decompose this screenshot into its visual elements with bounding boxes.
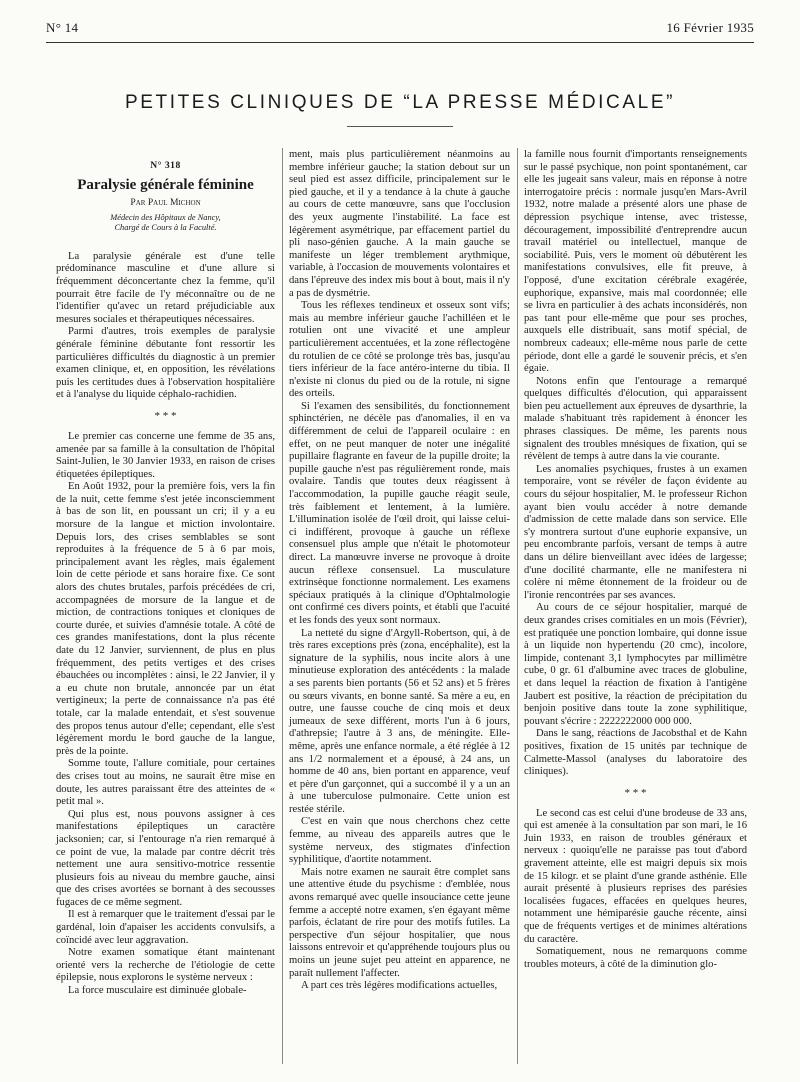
- paragraph: Au cours de ce séjour hospitalier, marqué de deux grandes crises comitiales en un mois (Février), est pratiquée une ponction lombaire, qui donne issue à un liquide non hypertendu (20 cmc), incolore, limpide, contenant 3,1 lymphocytes par millimètre cube, 0 gr. 61 d'albumine avec traces de globuline, et dans lequel la réaction de fixation à l'antigène Jaubert est positive, la réaction de précipitation du benjoin positive dans toute la zone syphilitique, pouvant s'écrire : 2222222000 000 000.: [524, 602, 748, 727]
- paragraph: Si l'examen des sensibilités, du fonctionnement sphinctérien, ne décèle pas d'anomalies, il en va différemment de celui de l'appareil oculaire : en effet, on ne peut manquer de noter une inégalité pupillaire flagrante en faveur de la pupille droite; la pupille gauche n'est pas régulièrement ronde, mais ovalaire. Tandis que toutes deux réagissent à l'accommodation, la pupille gauche réagit seule, très faiblement et lentement, à la lumière. L'illumination isolée de l'œil droit, qui laisse celui-ci indifférent, provoque à gauche un réflexe consensuel plus ample que n'était le photomoteur direct. La manœuvre inverse ne provoque à droite aucun réflexe consensuel. La musculature extrinsèque fonctionne normalement. Les examens spéciaux pratiqués à la clinique d'Ophtalmologie ont confirmé ces divers points, et établi que l'acuité et les fonds des yeux sont normaux.: [289, 400, 510, 626]
- paragraph: Somatiquement, nous ne remarquons comme troubles moteurs, à côté de la diminution glo-: [524, 946, 747, 970]
- affiliation-line-1: Médecin des Hôpitaux de Nancy,: [110, 212, 221, 222]
- paragraph: A part ces très légères modifications actuelles,: [301, 980, 498, 992]
- paragraph: Le second cas est celui d'une brodeuse de 33 ans, qui est amenée à la consultation par son mari, le 16 Juin 1933, en raison de troubles généraux et nerveux : quoiqu'elle ne paraisse pas tout d'abord gravement atteinte, elle est maigri depuis six mois de 15 kilogr. et se plaint d'une grande asthénie. Elle aurait présenté à plusieurs reprises des parésies localisées fugaces, effacées en quelques heures, notamment une hémiparésie gauche récente, ainsi que de fréquents vertiges et de minimes altérations du caractère.: [524, 807, 747, 945]
- issue-date: 16 Février 1935: [666, 20, 754, 35]
- paragraph: Mais notre examen ne saurait être complet sans une attentive étude du psychisme : d'emblée, nous avons remarqué avec quelle insouciance cette jeune femme a accepté notre examen, s'en égayant même parfois, éclatant de rire pour des motifs futiles. La perspective d'un séjour hospitalier, que nous laissons entrevoir et qu'appréhende toujours plus ou moins un jeune sujet peu atteint en apparence, ne paraît nullement l'affecter.: [289, 866, 510, 979]
- paragraph: En Août 1932, pour la première fois, vers la fin de la nuit, cette femme s'est jetée inconsciemment à bas de son lit, en poussant un cri; il y a eu morsure de la langue et miction involontaire. Depuis lors, des crises semblables se sont reproduites à la fréquence de 5 à 6 par mois, principalement avant les règles, mais également loin de cette période et sans horaire fixe. Ce sont alors des chutes brutales, parfois précédées de cri, accompagnées de morsure de la langue et de miction, de contractions toniques et cloniques de courte durée, et suivies d'amnésie totale. A côté de ces grandes manifestations, dont la plus récente date du 12 Janvier, surviennent, de plus en plus fréquemment, des petits vertiges et des crises ébauchées ou incomplètes : ainsi, le 22 Janvier, il y a eu chute non brutale, annoncée par un état vertigineux; la perte de connaissance n'a pas été totale, car la malade entendait, et s'est souvenue des propos tenus autour d'elle; cependant, elle s'est légèrement mordu le bord gauche de la langue, près de la pointe.: [56, 481, 275, 757]
- paragraph: Notons enfin que l'entourage a remarqué quelques difficultés d'élocution, qui apparaissent bien peu actuellement aux épreuves de dysarthrie, la malade s'habituant très rapidement à énoncer les phrases classiques. De même, les parents nous signalent des troubles mnésiques de fixation, qui se révèlent de temps à autre dans la vie courante.: [524, 375, 747, 463]
- section-title: PETITES CLINIQUES DE “LA PRESSE MÉDICALE”: [124, 92, 676, 113]
- affiliation-line-2: Chargé de Cours à la Faculté.: [114, 222, 217, 232]
- title-rule: [347, 126, 453, 127]
- article-affiliation: [56, 213, 275, 233]
- header-rule: [46, 42, 754, 43]
- paragraph: Tous les réflexes tendineux et osseux sont vifs; mais au membre inférieur gauche l'achilléen et le rotulien ont une vivacité et une ampleur particulièrement accentuées, et la zone réflectogène du rotulien de ce côté se prolonge très bas, jusqu'au tiers inférieur de la face antéro-interne du tibia. Il n'existe ni clonus du pied ou de la rotule, ni signe des orteils.: [289, 300, 510, 400]
- column-1: [56, 160, 275, 998]
- section-separator: * * *: [154, 409, 177, 422]
- paragraph: ment, mais plus particulièrement néanmoins au membre inférieur gauche; la station debout sur un seul pied est assez difficile, principalement sur le pied gauche, et il y a tendance à la chute à gauche au cours de cette manœuvre, sans que l'occlusion des yeux augmente l'instabilité. La face est légèrement asymétrique, par effacement partiel du pli naso-génien gauche. A la main gauche se manifeste un léger tremblement arythmique, variable, à l'occasion de mouvements volontaires et dans l'épreuve des index mis bout à bout, mais il n'y a pas de dysmétrie.: [289, 149, 510, 299]
- paragraph: Somme toute, l'allure comitiale, pour certaines des crises tout au moins, ne saurait être mise en doute, les autres paraissant être des atteintes de « petit mal ».: [56, 758, 275, 808]
- article-title: Paralysie générale féminine: [77, 176, 254, 193]
- column-rule: [282, 148, 283, 1064]
- column-rule: [517, 148, 518, 1064]
- page-header: [46, 20, 754, 36]
- column-3: [524, 149, 747, 971]
- article-number: N° 318: [150, 160, 181, 171]
- paragraph: Les anomalies psychiques, frustes à un examen temporaire, vont se révéler de façon évidente au cours du séjour hospitalier, M. le professeur Richon ayant bien voulu accéder à notre demande d'admission de cette malade dans son service. Elle s'y montrera surtout d'une euphorie expansive, un peu encombrante parfois, versant de temps à autre dans un délire bienveillant avec idées de largesse; d'une docilité charmante, elle ne manifestera ni colère ni même étonnement de la froideur ou de l'ironie rencontrées par ses avances.: [524, 463, 747, 601]
- paragraph: Notre examen somatique étant maintenant orienté vers la recherche de l'étiologie de cette épilepsie, nous explorons le système nerveux :: [56, 947, 275, 984]
- article-author: Par Paul Michon: [130, 197, 201, 209]
- section-separator: * * *: [624, 786, 647, 799]
- paragraph: Dans le sang, réactions de Jacobsthal et de Kahn positives, fixation de 15 unités par technique de Calmette-Massol (analyses du laboratoire des cliniques).: [524, 728, 747, 778]
- paragraph: la famille nous fournit d'importants renseignements sur le passé psychique, non point spontanément, car elle les jugeait sans valeur, mais en réponse à notre interrogatoire précis : normale jusqu'en Mars-Avril 1932, notre malade a présenté alors une phase de dépression psychique intense, avec tristesse, découragement, impossibilité d'entreprendre aucun travail matériel ou intellectuel, manque de sociabilité. Puis, vers le moment où débutèrent les manifestations convulsives, elle fit preuve, à l'opposé, d'une excitation cérébrale exagérée, euphorique, expansive, mais mal coordonnée; elle se livra en particulier à des achats inconsidérés, non pas tant pour elle-même que pour ses proches, auxquels elle distribuait, sans motif spécial, de nombreux cadeaux; elle-même nous parle de cette période, dont elle a gardé le souvenir précis, et s'en égaie.: [524, 149, 747, 375]
- column-2: [289, 149, 510, 993]
- paragraph: Le premier cas concerne une femme de 35 ans, amenée par sa famille à la consultation de l'hôpital Saint-Julien, le 30 Janvier 1933, en raison de crises étiquetées épileptiques.: [56, 430, 275, 480]
- paragraph: C'est en vain que nous cherchons chez cette femme, au niveau des appareils autres que le système nerveux, des stigmates d'infection syphilitique, d'aortite notamment.: [289, 816, 510, 866]
- paragraph: Qui plus est, nous pouvons assigner à ces manifestations épileptiques un caractère jacksonien; car, si l'entourage n'a rien remarqué à ce point de vue, la malade par contre décrit très nettement une aura sensitivo-motrice ressentie plusieurs fois au niveau du membre gauche, ainsi que des crises avortées se bornant à des secousses fugaces de ce même segment.: [56, 808, 275, 908]
- paragraph: Il est à remarquer que le traitement d'essai par le gardénal, loin d'apaiser les accidents convulsifs, a coïncidé avec leur aggravation.: [56, 909, 275, 946]
- issue-number: N° 14: [46, 20, 79, 35]
- paragraph: Parmi d'autres, trois exemples de paralysie générale féminine débutante font ressortir les particulières difficultés du diagnostic à un premier examen clinique, et, en opposition, les révélations puis les certitudes dues à l'observation hospitalière et à l'analyse du liquide céphalo-rachidien.: [56, 326, 275, 401]
- paragraph: La paralysie générale est d'une telle prédominance masculine et d'une allure si fréquemment déconcertante chez la femme, qu'il pourrait être facile de l'y méconnaître ou de ne l'identifier qu'avec un retard préjudiciable aux mesures sociales et thérapeutiques nécessaires.: [56, 250, 275, 325]
- paragraph: La netteté du signe d'Argyll-Robertson, qui, à de très rares exceptions près (zona, encéphalite), est la signature de la syphilis, nous incite alors à une minutieuse exploration des antécédents : la malade a ses parents bien portants (56 et 52 ans) et 5 frères ou sœurs vivants, en bonne santé. Sa mère a eu, en outre, une fausse couche de cinq mois et deux jumeaux de sexe différent, morts l'un à 6 jours, d'athrepsie; l'autre à 3 ans, de méningite. Elle-même, après une enfance normale, a été réglée à 12 ans 1/2 normalement et a épousé, à 24 ans, un homme de 40 ans, bien portant en apparence, veuf et père d'un garçonnet, qui a succombé il y a un an à une tuberculose pulmonaire. Cette union est restée stérile.: [289, 627, 510, 815]
- paragraph: La force musculaire est diminuée globale-: [68, 985, 247, 997]
